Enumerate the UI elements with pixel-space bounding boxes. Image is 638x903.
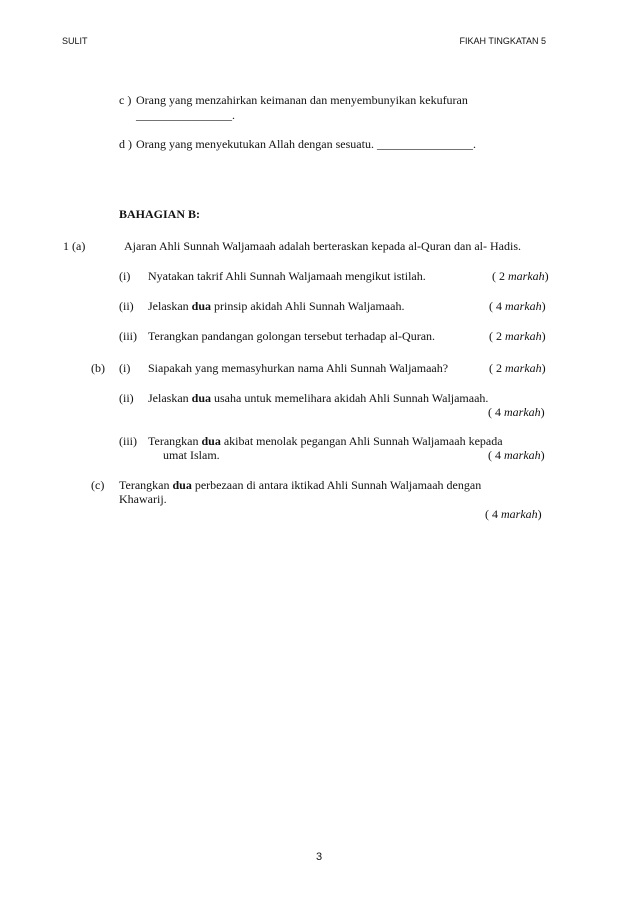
subquestion-a-iii-label: (iii) [119, 329, 137, 343]
marks-a-ii: ( 4 markah) [489, 299, 546, 313]
subquestion-b-i-label: (i) [119, 361, 131, 375]
part-c-label: (c) [91, 478, 105, 492]
marks-a-i: ( 2 markah) [492, 269, 549, 283]
subquestion-c-text-line2: Khawarij. [119, 492, 167, 506]
marks-c: ( 4 markah) [485, 507, 542, 521]
subquestion-a-ii-label: (ii) [119, 299, 134, 313]
marks-b-iii: ( 4 markah) [488, 448, 545, 462]
part-b-label: (b) [91, 361, 105, 375]
subquestion-b-i-text: Siapakah yang memasyhurkan nama Ahli Sunnah Waljamaah? [148, 361, 449, 375]
subquestion-c-text: Terangkan dua perbezaan di antara iktikad Ahli Sunnah Waljamaah dengan [119, 478, 482, 492]
subquestion-a-i-text: Nyatakan takrif Ahli Sunnah Waljamaah mengikut istilah. [148, 269, 426, 283]
question-c-label: c ) [119, 93, 132, 107]
subquestion-b-ii-text: Jelaskan dua usaha untuk memelihara akidah Ahli Sunnah Waljamaah. [148, 391, 489, 405]
question-stem: Ajaran Ahli Sunnah Waljamaah adalah berteraskan kepada al-Quran dan al- Hadis. [124, 239, 521, 253]
marks-b-i: ( 2 markah) [489, 361, 546, 375]
header-left: SULIT [62, 36, 88, 46]
marks-a-iii: ( 2 markah) [489, 329, 546, 343]
question-number: 1 (a) [63, 239, 86, 253]
question-c-text: Orang yang menzahirkan keimanan dan menyembunyikan kekufuran [136, 93, 468, 107]
page-number: 3 [315, 851, 323, 863]
subquestion-a-i-label: (i) [119, 269, 131, 283]
subquestion-b-iii-label: (iii) [119, 434, 137, 448]
section-heading: BAHAGIAN B: [119, 207, 201, 221]
marks-b-ii: ( 4 markah) [488, 405, 545, 419]
header-right: FIKAH TINGKATAN 5 [459, 36, 546, 46]
subquestion-a-iii-text: Terangkan pandangan golongan tersebut terhadap al-Quran. [148, 329, 436, 343]
subquestion-b-iii-text-line2: umat Islam. [163, 448, 220, 462]
question-d-text: Orang yang menyekutukan Allah dengan sesuatu. ________________. [136, 137, 476, 151]
question-c-blank: ________________. [136, 108, 235, 122]
subquestion-b-ii-label: (ii) [119, 391, 134, 405]
question-d-label: d ) [119, 137, 132, 151]
subquestion-a-ii-text: Jelaskan dua prinsip akidah Ahli Sunnah Waljamaah. [148, 299, 405, 313]
subquestion-b-iii-text: Terangkan dua akibat menolak pegangan Ahli Sunnah Waljamaah kepada [148, 434, 503, 448]
